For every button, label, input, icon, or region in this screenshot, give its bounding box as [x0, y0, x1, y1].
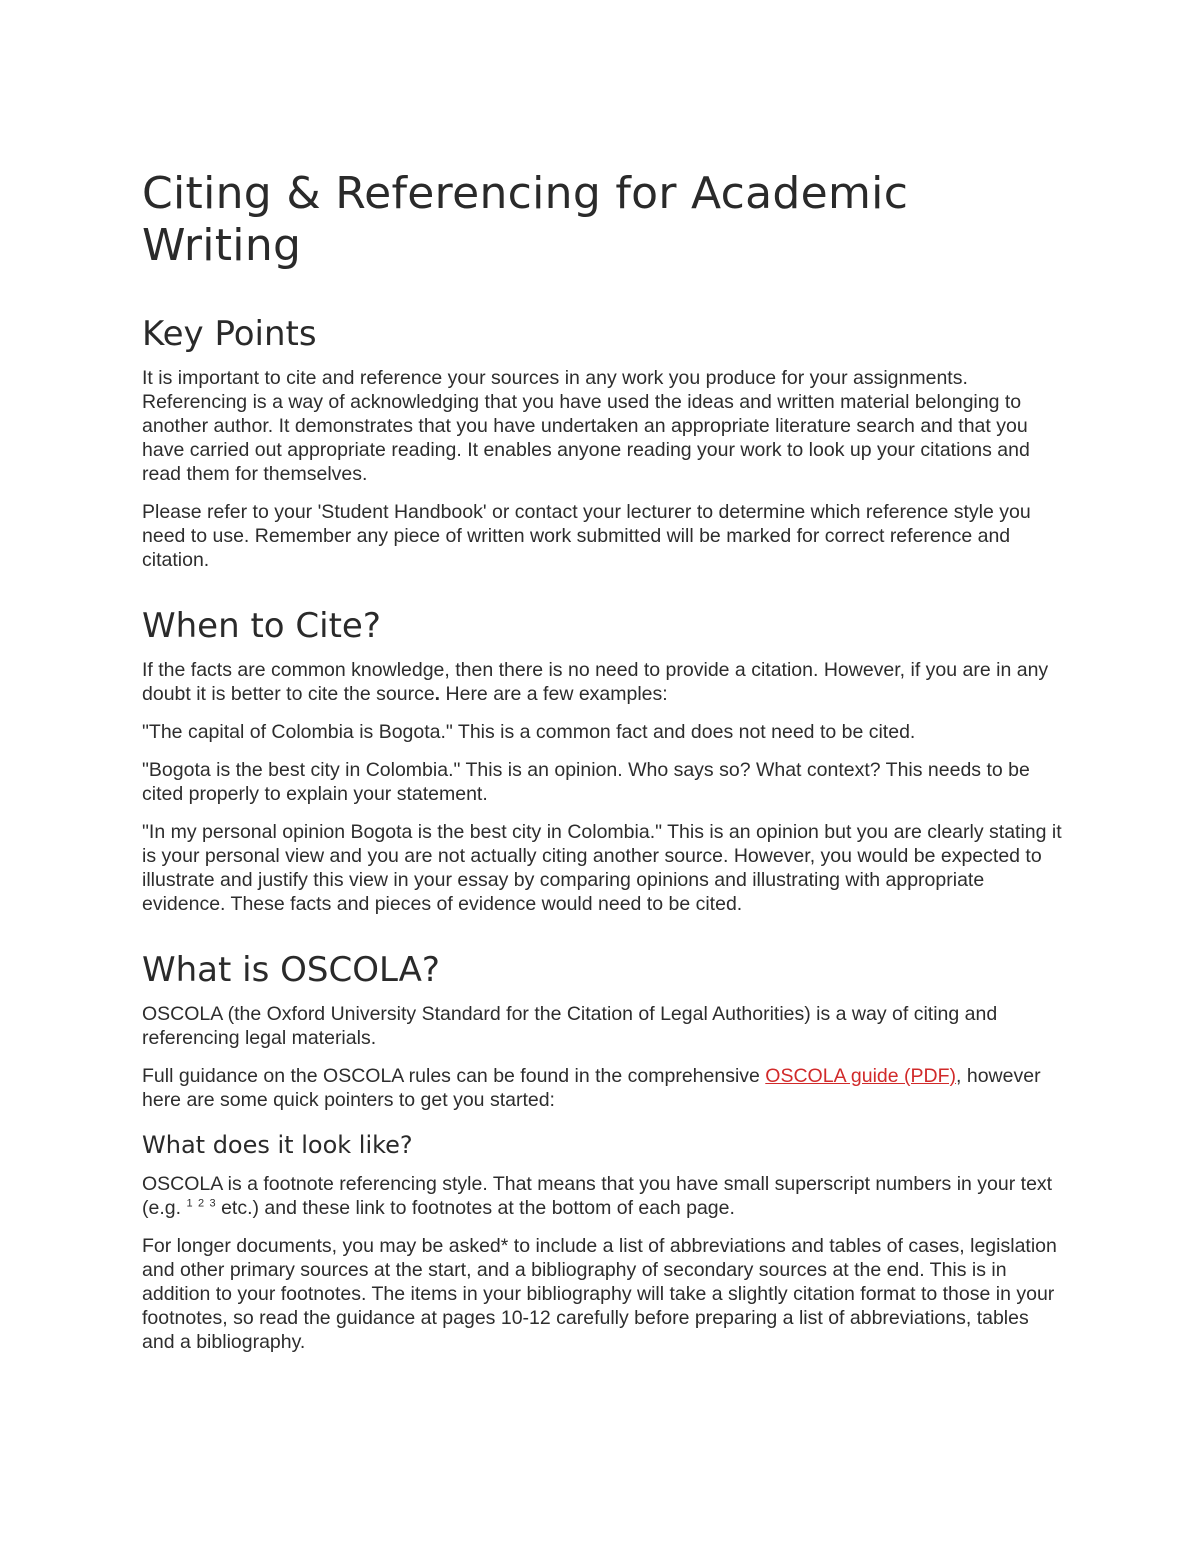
- heading-when-to-cite: When to Cite?: [142, 606, 381, 646]
- superscript-2: 2: [197, 1197, 205, 1210]
- look-like-text-before: OSCOLA is a footnote referencing style. That means that you have small superscript numbers in your text (e.g.: [142, 1173, 1053, 1219]
- when-to-cite-text-b: Here are a few examples:: [440, 683, 668, 705]
- oscola-text-after-link: , however here are some quick pointers to get you started:: [142, 1065, 1041, 1111]
- when-to-cite-text-a: If the facts are common knowledge, then there is no need to provide a citation. However, if you are in any doubt it is better to cite the source: [142, 659, 1049, 705]
- heading-what-is-oscola: What is OSCOLA?: [142, 950, 440, 990]
- oscola-guide-link[interactable]: OSCOLA guide (PDF): [765, 1065, 957, 1087]
- superscript-1: 1: [186, 1197, 193, 1210]
- document-title: Citing & Referencing for Academic Writing: [142, 168, 909, 271]
- look-like-text-after: etc.) and these link to footnotes at the bottom of each page.: [215, 1197, 735, 1219]
- example-common-fact: "The capital of Colombia is Bogota." This is a common fact and does not need to be cited.: [142, 721, 916, 743]
- example-personal-opinion: "In my personal opinion Bogota is the best city in Colombia." This is an opinion but you are clearly stating it is your personal view and you are not actually citing another source. However, you would be expected to illustrate and justify this view in your essay by comparing opinions and illustrating with appropriate evidence. These facts and pieces of evidence would need to be cited.: [142, 821, 1062, 915]
- key-points-paragraph-1: It is important to cite and reference your sources in any work you produce for your assignments. Referencing is a way of acknowledging that you have used the ideas and written material belonging to another author. It demonstrates that you have undertaken an appropriate literature search and that you have carried out appropriate reading. It enables anyone reading your work to look up your citations and read them for themselves.: [142, 367, 1030, 485]
- oscola-paragraph-1: OSCOLA (the Oxford University Standard for the Citation of Legal Authorities) is a way of citing and referencing legal materials.: [142, 1003, 998, 1049]
- oscola-paragraph-2: [142, 1064, 1062, 1112]
- superscript-3: 3: [209, 1197, 216, 1210]
- when-to-cite-paragraph-1: [142, 658, 1062, 706]
- key-points-paragraph-2: Please refer to your 'Student Handbook' or contact your lecturer to determine which reference style you need to use. Remember any piece of written work submitted will be marked for correct reference and citation.: [142, 501, 1031, 571]
- heading-what-does-it-look-like: What does it look like?: [142, 1131, 413, 1159]
- look-like-paragraph-1: [142, 1172, 1062, 1220]
- example-opinion: "Bogota is the best city in Colombia." This is an opinion. Who says so? What context? This needs to be cited properly to explain your statement.: [142, 759, 1030, 805]
- look-like-paragraph-2: For longer documents, you may be asked* to include a list of abbreviations and tables of cases, legislation and other primary sources at the start, and a bibliography of secondary sources at the end. This is in addition to your footnotes. The items in your bibliography will take a slightly citation format to those in your footnotes, so read the guidance at pages 10-12 carefully before preparing a list of abbreviations, tables and a bibliography.: [142, 1235, 1057, 1353]
- oscola-text-before-link: Full guidance on the OSCOLA rules can be found in the comprehensive: [142, 1065, 766, 1087]
- document-page: [142, 168, 1062, 1368]
- when-to-cite-bold-dot: .: [434, 683, 441, 705]
- heading-key-points: Key Points: [142, 314, 317, 354]
